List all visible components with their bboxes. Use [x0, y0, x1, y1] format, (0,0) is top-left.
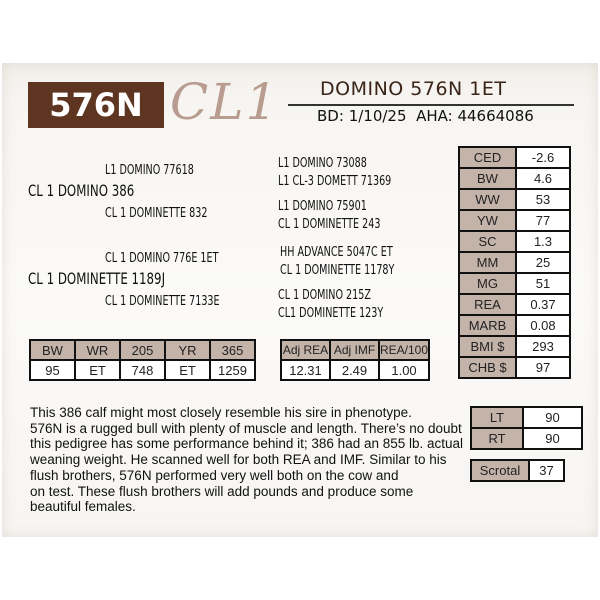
epd-row [459, 336, 570, 357]
pedigree-dam-sire: CL 1 DOMINO 776E 1ET [105, 251, 219, 266]
epd-label: MM [459, 252, 516, 273]
epd-table [458, 146, 571, 379]
epd-value: 51 [516, 273, 570, 294]
epd-label: WW [459, 189, 516, 210]
pedigree-dam-sire-sire: HH ADVANCE 5047C ET [280, 245, 393, 260]
carcass-header: Adj IMF [330, 340, 379, 360]
carcass-header: Adj REA [281, 340, 330, 360]
description-line: beautiful females. [30, 499, 136, 515]
carcass-value: 1.00 [379, 360, 429, 380]
pedigree-sire: CL 1 DOMINO 386 [28, 181, 135, 200]
performance-header: YR [165, 340, 210, 360]
performance-value: ET [75, 360, 120, 380]
performance-header: WR [75, 340, 120, 360]
pedigree-dam-dam: CL 1 DOMINETTE 7133E [105, 294, 220, 309]
description-line: weaning weight. He scanned well for both REA and IMF. Similar to his [30, 452, 447, 468]
birth-date-label: BD: [317, 107, 344, 125]
registration-number: 44664086 [457, 107, 534, 125]
epd-label: CHB $ [459, 357, 516, 378]
carcass-header: REA/100 [379, 340, 429, 360]
performance-header: 205 [120, 340, 165, 360]
birth-date: 1/10/25 [348, 107, 407, 125]
epd-label: SC [459, 231, 516, 252]
pedigree-sire-sire-sire: L1 DOMINO 73088 [278, 156, 367, 171]
bull-name: DOMINO 576N 1ET [320, 78, 507, 100]
testes-label: LT [471, 407, 523, 428]
epd-value: 293 [516, 336, 570, 357]
performance-value: 748 [120, 360, 165, 380]
performance-value: 95 [30, 360, 75, 380]
epd-row [459, 294, 570, 315]
epd-value: 1.3 [516, 231, 570, 252]
birth-registration-line [317, 107, 534, 125]
testes-label: RT [471, 428, 523, 449]
testes-row [471, 407, 582, 428]
description-line: on test. These flush brothers will add pounds and produce some [30, 483, 414, 499]
epd-row [459, 168, 570, 189]
description-line: 576N is a rugged bull with plenty of muscle and length. There’s no doubt [30, 420, 462, 436]
pedigree-sire-dam: CL 1 DOMINETTE 832 [105, 206, 208, 221]
epd-row [459, 231, 570, 252]
performance-value: 1259 [210, 360, 255, 380]
epd-row [459, 273, 570, 294]
lot-number: 576N [49, 86, 143, 124]
performance-header-row [30, 340, 255, 360]
description-line: this pedigree has some performance behind it; 386 had an 855 lb. actual [30, 436, 464, 452]
scrotal-label: Scrotal [471, 460, 529, 481]
epd-row [459, 252, 570, 273]
title-divider [288, 104, 574, 106]
epd-value: 77 [516, 210, 570, 231]
testes-value: 90 [523, 428, 582, 449]
epd-label: BMI $ [459, 336, 516, 357]
epd-label: MARB [459, 315, 516, 336]
bull-description [30, 405, 470, 515]
epd-label: CED [459, 147, 516, 168]
carcass-header-row [281, 340, 429, 360]
description-line: This 386 calf might most closely resemble his sire in phenotype. [30, 405, 412, 420]
performance-header: 365 [210, 340, 255, 360]
pedigree-sire-dam-sire: L1 DOMINO 75901 [278, 199, 367, 214]
epd-value: 53 [516, 189, 570, 210]
description-line: flush brothers, 576N performed very well both on the cow and [30, 467, 399, 483]
epd-row [459, 210, 570, 231]
pedigree-dam: CL 1 DOMINETTE 1189J [28, 269, 166, 288]
carcass-value: 2.49 [330, 360, 379, 380]
pedigree-sire-dam-dam: CL 1 DOMINETTE 243 [278, 217, 381, 232]
performance-table [29, 339, 256, 381]
pedigree-dam-sire-dam: CL 1 DOMINETTE 1178Y [280, 263, 395, 278]
pedigree-sire-sire: L1 DOMINO 77618 [105, 163, 194, 178]
carcass-table [280, 339, 430, 381]
testes-value: 90 [523, 407, 582, 428]
testes-row [471, 428, 582, 449]
lot-number-badge [28, 82, 164, 128]
epd-value: 25 [516, 252, 570, 273]
carcass-value-row [281, 360, 429, 380]
scrotal-row [471, 460, 564, 481]
registration-label: AHA: [416, 107, 453, 125]
epd-label: MG [459, 273, 516, 294]
scrotal-value: 37 [529, 460, 564, 481]
epd-label: BW [459, 168, 516, 189]
ranch-logo: CL1 [170, 73, 280, 131]
pedigree-dam-dam-sire: CL 1 DOMINO 215Z [278, 288, 371, 303]
scrotal-table [470, 459, 565, 482]
epd-label: YW [459, 210, 516, 231]
epd-row [459, 189, 570, 210]
epd-value: 0.37 [516, 294, 570, 315]
epd-value: -2.6 [516, 147, 570, 168]
epd-row [459, 357, 570, 378]
carcass-value: 12.31 [281, 360, 330, 380]
epd-label: REA [459, 294, 516, 315]
performance-value-row [30, 360, 255, 380]
pedigree-sire-sire-dam: L1 CL-3 DOMETT 71369 [278, 174, 392, 189]
epd-value: 97 [516, 357, 570, 378]
epd-row [459, 147, 570, 168]
performance-value: ET [165, 360, 210, 380]
pedigree-dam-dam-dam: CL1 DOMINETTE 123Y [278, 306, 384, 321]
epd-value: 4.6 [516, 168, 570, 189]
performance-header: BW [30, 340, 75, 360]
epd-row [459, 315, 570, 336]
testes-table [470, 406, 583, 450]
epd-value: 0.08 [516, 315, 570, 336]
